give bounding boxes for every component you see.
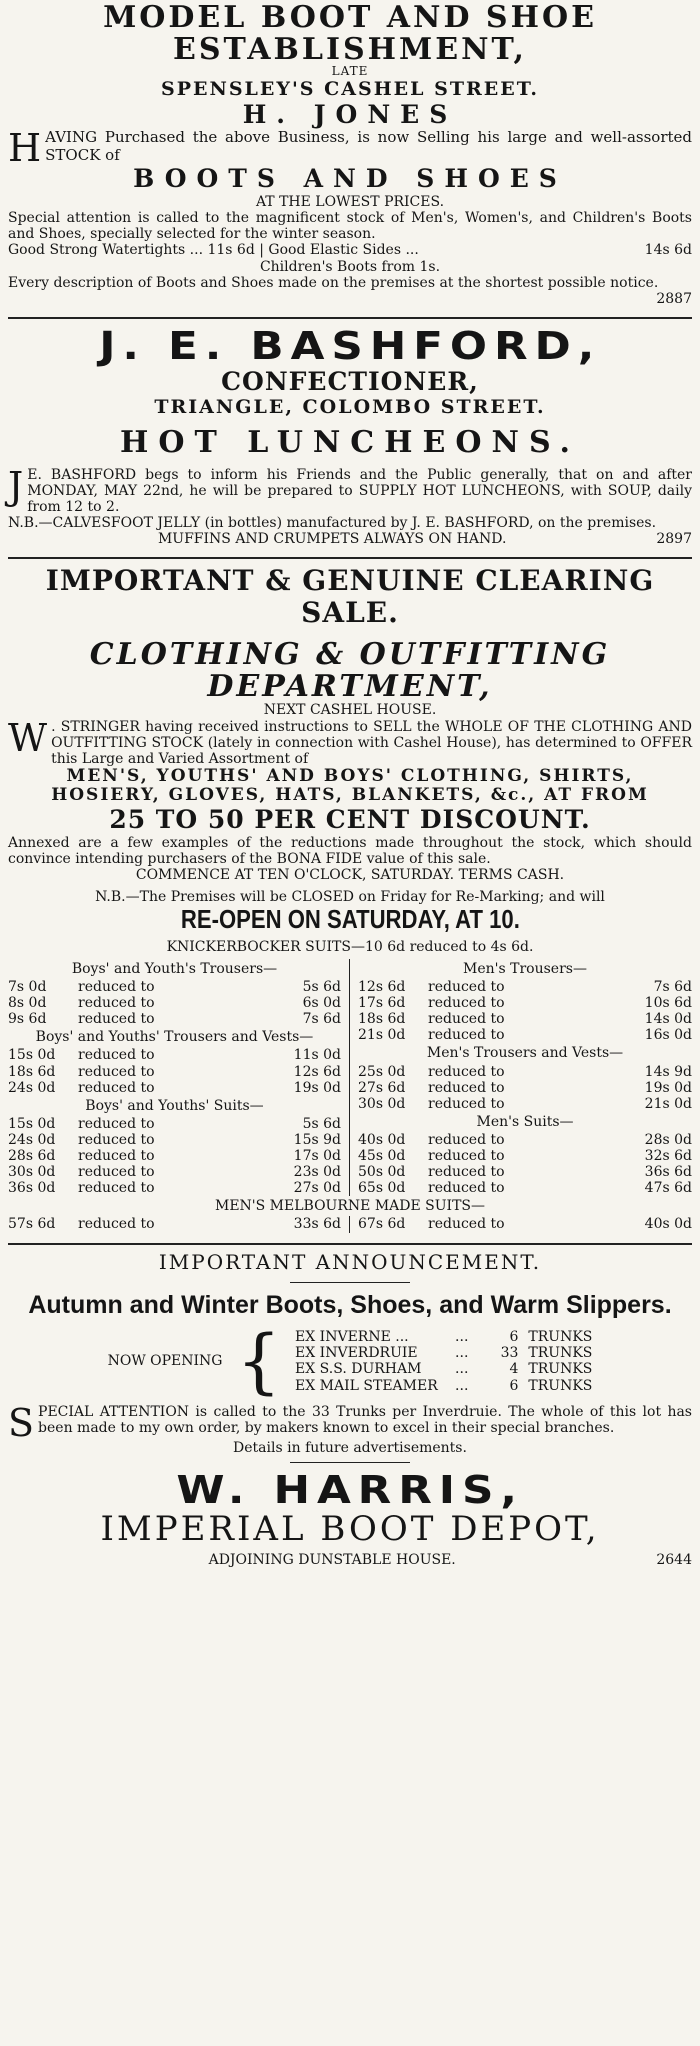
- ad-harris: [8, 1249, 692, 1575]
- ms-title: Men's Suits—: [476, 1113, 574, 1130]
- mtv-list: [358, 1064, 692, 1112]
- ad3-annexed: Annexed are a few examples of the reductions made throughout the stock, which should convince intending purchasers of the BONA FIDE value of this sale.: [8, 834, 692, 867]
- melbourne-title: MEN'S MELBOURNE MADE SUITS—: [214, 1198, 486, 1215]
- price-now: 16s 0d: [644, 1027, 692, 1044]
- trunks-label: TRUNKS: [528, 1361, 593, 1378]
- ad1-title: MODEL BOOT AND SHOE: [103, 0, 597, 35]
- price-was: 36s 0d: [8, 1180, 56, 1197]
- price-reduced-label: reduced to: [78, 995, 155, 1012]
- ad4-details: Details in future advertisements.: [233, 1439, 467, 1456]
- price-now: 27s 0d: [293, 1180, 341, 1197]
- price-now: 15s 9d: [293, 1131, 341, 1148]
- price-row: [8, 1080, 341, 1096]
- price-was: 15s 0d: [8, 1047, 56, 1064]
- price-was: 27s 6d: [358, 1079, 406, 1096]
- price-reduced-label: reduced to: [78, 1180, 155, 1197]
- price-now: 10s 6d: [644, 995, 692, 1012]
- ad4-announce: IMPORTANT ANNOUNCEMENT.: [158, 1249, 542, 1274]
- price-now: 5s 6d: [302, 1115, 341, 1132]
- ad3-body: . STRINGER having received instructions to SELL the WHOLE OF THE CLOTHING AND OUTFITTING STOCK (lately in connection with Cashel House), has determined to OFFER this Large and Varied Assortment of: [51, 718, 692, 767]
- price-was: 30s 0d: [8, 1164, 56, 1181]
- ad2-muffins-line: [8, 531, 692, 547]
- ad4-headline: Autumn and Winter Boots, Shoes, and Warm Slippers.: [28, 1290, 672, 1319]
- trunks-label: TRUNKS: [528, 1345, 593, 1362]
- price-reduced-label: reduced to: [428, 979, 505, 996]
- price-row: [358, 1027, 692, 1043]
- price-row: [8, 1047, 341, 1063]
- price-row: [358, 1011, 692, 1027]
- price-row: [358, 1216, 692, 1232]
- price-reduced-label: reduced to: [78, 1063, 155, 1080]
- ad1-headline: BOOTS AND SHOES: [133, 164, 567, 194]
- price-was: 65s 0d: [358, 1180, 406, 1197]
- short-divider: [290, 1282, 410, 1283]
- price-was: 12s 6d: [358, 979, 406, 996]
- price-row: [8, 1164, 341, 1180]
- price-col-right: [350, 959, 692, 1196]
- price-reduced-label: reduced to: [78, 1011, 155, 1028]
- ad1-dropcap: H: [8, 126, 42, 171]
- price-reduced-label: reduced to: [428, 1164, 505, 1181]
- price-was: 17s 6d: [358, 995, 406, 1012]
- ad3-dept: CLOTHING & OUTFITTING DEPARTMENT,: [89, 637, 611, 704]
- ad1-address: SPENSLEY'S CASHEL STREET.: [160, 77, 540, 100]
- price-was: 30s 0d: [358, 1095, 406, 1112]
- bys-list: [8, 1116, 341, 1196]
- trunks-label: TRUNKS: [528, 1377, 593, 1394]
- ad3-next: NEXT CASHEL HOUSE.: [263, 702, 437, 719]
- price-row: [8, 979, 341, 995]
- price-now: 11s 0d: [293, 1047, 341, 1064]
- trunks-label: TRUNKS: [528, 1329, 593, 1346]
- ad2-body: E. BASHFORD begs to inform his Friends and the Public generally, that on and after MONDAY, MAY 22nd, he will be prepared to SUPPLY HOT LUNCHEONS, with SOUP, daily from 12 to 2.: [27, 466, 692, 515]
- short-divider: [290, 1462, 410, 1463]
- price-reduced-label: reduced to: [428, 1063, 505, 1080]
- price-row: [8, 1132, 341, 1148]
- ad4-name: W. HARRIS,: [176, 1467, 524, 1512]
- price-row: [8, 995, 341, 1011]
- price-now: 5s 6d: [302, 979, 341, 996]
- divider: [8, 557, 692, 559]
- trunks-block: [8, 1319, 692, 1402]
- price-was: 15s 0d: [8, 1115, 56, 1132]
- ad1-owner: H. JONES: [242, 99, 458, 129]
- price-was: 24s 0d: [8, 1131, 56, 1148]
- ad-clearing-sale: [8, 563, 692, 1238]
- ad3-goods: MEN'S, YOUTHS' AND BOYS' CLOTHING, SHIRTS, HOSIERY, GLOVES, HATS, BLANKETS, &c., AT FROM: [51, 765, 649, 806]
- bty-list: [8, 1047, 341, 1095]
- boys-trousers-list: [8, 979, 341, 1027]
- price-now: 17s 0d: [293, 1148, 341, 1165]
- trunk-count: 6: [509, 1329, 519, 1346]
- price-was: 40s 0d: [358, 1131, 406, 1148]
- price-row: [358, 1080, 692, 1096]
- ad1-intro-text: AVING Purchased the above Business, is now Selling his large and well-assorted STOCK of: [45, 128, 692, 164]
- ad1-title2: ESTABLISHMENT,: [173, 31, 527, 67]
- price-row: [358, 995, 692, 1011]
- mtv-title: Men's Trousers and Vests—: [426, 1045, 624, 1062]
- price-reduced-label: reduced to: [78, 979, 155, 996]
- price-col-left: [8, 959, 350, 1196]
- leader-dots: ...: [455, 1361, 469, 1378]
- ad4-adjoining-line: [8, 1552, 692, 1568]
- price-now: 21s 0d: [644, 1095, 692, 1112]
- ad-bashford: [8, 323, 692, 553]
- trunk-count: 33: [500, 1345, 519, 1362]
- trunk-row: [295, 1361, 592, 1377]
- trunk-count: 4: [509, 1361, 519, 1378]
- ad2-name: J. E. BASHFORD,: [99, 323, 601, 368]
- trunk-row: [295, 1329, 592, 1345]
- ad2-muffins: MUFFINS AND CRUMPETS ALWAYS ON HAND.: [157, 530, 507, 547]
- ad2-nb: N.B.—CALVESFOOT JELLY (in bottles) manufactured by J. E. BASHFORD, on the premises.: [8, 514, 657, 531]
- ad3-discount: 25 TO 50 PER CENT DISCOUNT.: [109, 804, 591, 834]
- ad1-footer: Every description of Boots and Shoes made on the premises at the shortest possible notice.: [8, 274, 659, 291]
- price-reduced-label: reduced to: [428, 1216, 505, 1233]
- trunks-list: [295, 1329, 592, 1393]
- price-reduced-label: reduced to: [428, 1027, 505, 1044]
- price-row: [8, 1216, 341, 1232]
- ad4-ref: 2644: [656, 1552, 692, 1569]
- price-was: 24s 0d: [8, 1079, 56, 1096]
- ms-list: [358, 1132, 692, 1196]
- price-reduced-label: reduced to: [428, 1180, 505, 1197]
- price-was: 57s 6d: [8, 1216, 56, 1233]
- ad3-headline: IMPORTANT & GENUINE CLEARING SALE.: [45, 564, 655, 630]
- ad1-line1-right: 14s 6d: [644, 242, 692, 259]
- ad3-reopen: RE-OPEN ON SATURDAY, AT 10.: [180, 904, 520, 935]
- ad2-trade: CONFECTIONER,: [221, 367, 479, 397]
- price-now: 7s 6d: [653, 979, 692, 996]
- trunk-row: [295, 1345, 592, 1361]
- price-now: 19s 0d: [293, 1079, 341, 1096]
- now-opening: NOW OPENING: [107, 1353, 223, 1370]
- mt-title: Men's Trousers—: [463, 961, 587, 977]
- ad1-ref: 2887: [656, 290, 692, 307]
- ship-name: EX INVERDRUIE: [295, 1345, 418, 1362]
- price-was: 18s 6d: [8, 1063, 56, 1080]
- ad2-address: TRIANGLE, COLOMBO STREET.: [154, 396, 546, 419]
- ad1-prices: AT THE LOWEST PRICES.: [255, 194, 445, 211]
- ad2-ref: 2897: [656, 530, 692, 547]
- price-now: 40s 0d: [644, 1216, 692, 1233]
- price-now: 19s 0d: [644, 1079, 692, 1096]
- bys-title: Boys' and Youths' Suits—: [85, 1097, 264, 1114]
- price-was: 45s 0d: [358, 1148, 406, 1165]
- price-row: [8, 1064, 341, 1080]
- ad4-body-block: [8, 1400, 692, 1445]
- price-reduced-label: reduced to: [78, 1131, 155, 1148]
- leader-dots: ...: [455, 1345, 469, 1362]
- price-reduced-label: reduced to: [428, 995, 505, 1012]
- price-was: 28s 6d: [8, 1148, 56, 1165]
- price-row: [358, 1132, 692, 1148]
- price-row: [8, 1148, 341, 1164]
- divider: [8, 1243, 692, 1245]
- price-now: 32s 6d: [644, 1148, 692, 1165]
- price-reduced-label: reduced to: [428, 1011, 505, 1028]
- price-row: [8, 1180, 341, 1196]
- ad3-commence: COMMENCE AT TEN O'CLOCK, SATURDAY. TERMS CASH.: [135, 866, 565, 883]
- ship-name: EX S.S. DURHAM: [295, 1361, 422, 1378]
- trunk-row: [295, 1378, 592, 1394]
- price-row: [358, 1064, 692, 1080]
- price-was: 18s 6d: [358, 1011, 406, 1028]
- price-reduced-label: reduced to: [428, 1079, 505, 1096]
- price-reduced-label: reduced to: [78, 1079, 155, 1096]
- price-reduced-label: reduced to: [78, 1047, 155, 1064]
- ad1-body: Special attention is called to the magnificent stock of Men's, Women's, and Children's Boots and Shoes, specially selected for the winter season.: [8, 210, 692, 243]
- price-was: 7s 0d: [8, 979, 47, 996]
- price-row: [8, 1116, 341, 1132]
- price-row: [358, 1180, 692, 1196]
- ad3-knicker: KNICKERBOCKER SUITS—10 6d reduced to 4s 6d.: [166, 938, 534, 955]
- ad3-body-block: [8, 715, 692, 767]
- price-reduced-label: reduced to: [428, 1095, 505, 1112]
- ad3-nb: N.B.—The Premises will be CLOSED on Friday for Re-Marking; and will: [95, 888, 605, 905]
- price-reduced-label: reduced to: [78, 1115, 155, 1132]
- price-reduced-label: reduced to: [428, 1131, 505, 1148]
- price-was: 50s 0d: [358, 1164, 406, 1181]
- price-row: [358, 1148, 692, 1164]
- price-now: 23s 0d: [293, 1164, 341, 1181]
- price-reduced-label: reduced to: [78, 1148, 155, 1165]
- divider: [8, 317, 692, 319]
- price-was: 21s 0d: [358, 1027, 406, 1044]
- price-now: 28s 0d: [644, 1131, 692, 1148]
- leader-dots: ...: [455, 1329, 469, 1346]
- ad4-depot: IMPERIAL BOOT DEPOT,: [100, 1509, 600, 1550]
- price-was: 25s 0d: [358, 1063, 406, 1080]
- ad3-dropcap: W: [8, 715, 48, 760]
- price-reduced-label: reduced to: [78, 1164, 155, 1181]
- trunk-count: 6: [509, 1377, 519, 1394]
- price-reduced-label: reduced to: [78, 1216, 155, 1233]
- price-row: [358, 1096, 692, 1112]
- melbourne-row: [8, 1216, 692, 1232]
- ad4-body: PECIAL ATTENTION is called to the 33 Trunks per Inverdruie. The whole of this lot has been made to my own order, by makers known to excel in their special branches.: [38, 1403, 692, 1436]
- price-now: 6s 0d: [302, 995, 341, 1012]
- ad1-intro: [8, 126, 692, 171]
- price-now: 36s 6d: [644, 1164, 692, 1181]
- ad1-line1-left: Good Strong Watertights ... 11s 6d | Good Elastic Sides ...: [8, 242, 419, 259]
- ship-name: EX INVERNE ...: [295, 1329, 409, 1346]
- ad1-line1: [8, 242, 692, 258]
- price-was: 67s 6d: [358, 1216, 406, 1233]
- bty-title: Boys' and Youths' Trousers and Vests—: [35, 1029, 314, 1046]
- price-now: 14s 0d: [644, 1011, 692, 1028]
- boys-trousers-title: Boys' and Youth's Trousers—: [71, 961, 278, 977]
- leader-dots: ...: [455, 1377, 469, 1394]
- ad2-headline: HOT LUNCHEONS.: [120, 425, 580, 461]
- ad-model-boot: [8, 0, 692, 313]
- price-was: 9s 6d: [8, 1011, 47, 1028]
- ad1-children: Children's Boots from 1s.: [259, 258, 441, 275]
- price-now: 14s 9d: [644, 1063, 692, 1080]
- price-row: [8, 1011, 341, 1027]
- price-columns: [8, 959, 692, 1196]
- ad1-late: LATE: [331, 64, 369, 78]
- ad4-dropcap: S: [8, 1400, 35, 1445]
- price-now: 33s 6d: [293, 1216, 341, 1233]
- ad4-adjoining: ADJOINING DUNSTABLE HOUSE.: [208, 1552, 456, 1569]
- price-was: 8s 0d: [8, 995, 47, 1012]
- price-now: 12s 6d: [293, 1063, 341, 1080]
- price-reduced-label: reduced to: [428, 1148, 505, 1165]
- price-now: 47s 6d: [644, 1180, 692, 1197]
- price-row: [358, 1164, 692, 1180]
- brace-icon: {: [236, 1319, 282, 1402]
- ad2-dropcap: J: [8, 463, 24, 508]
- ship-name: EX MAIL STEAMER: [295, 1377, 438, 1394]
- ad2-body-block: [8, 463, 692, 515]
- price-row: [358, 979, 692, 995]
- price-now: 7s 6d: [302, 1011, 341, 1028]
- mt-list: [358, 979, 692, 1043]
